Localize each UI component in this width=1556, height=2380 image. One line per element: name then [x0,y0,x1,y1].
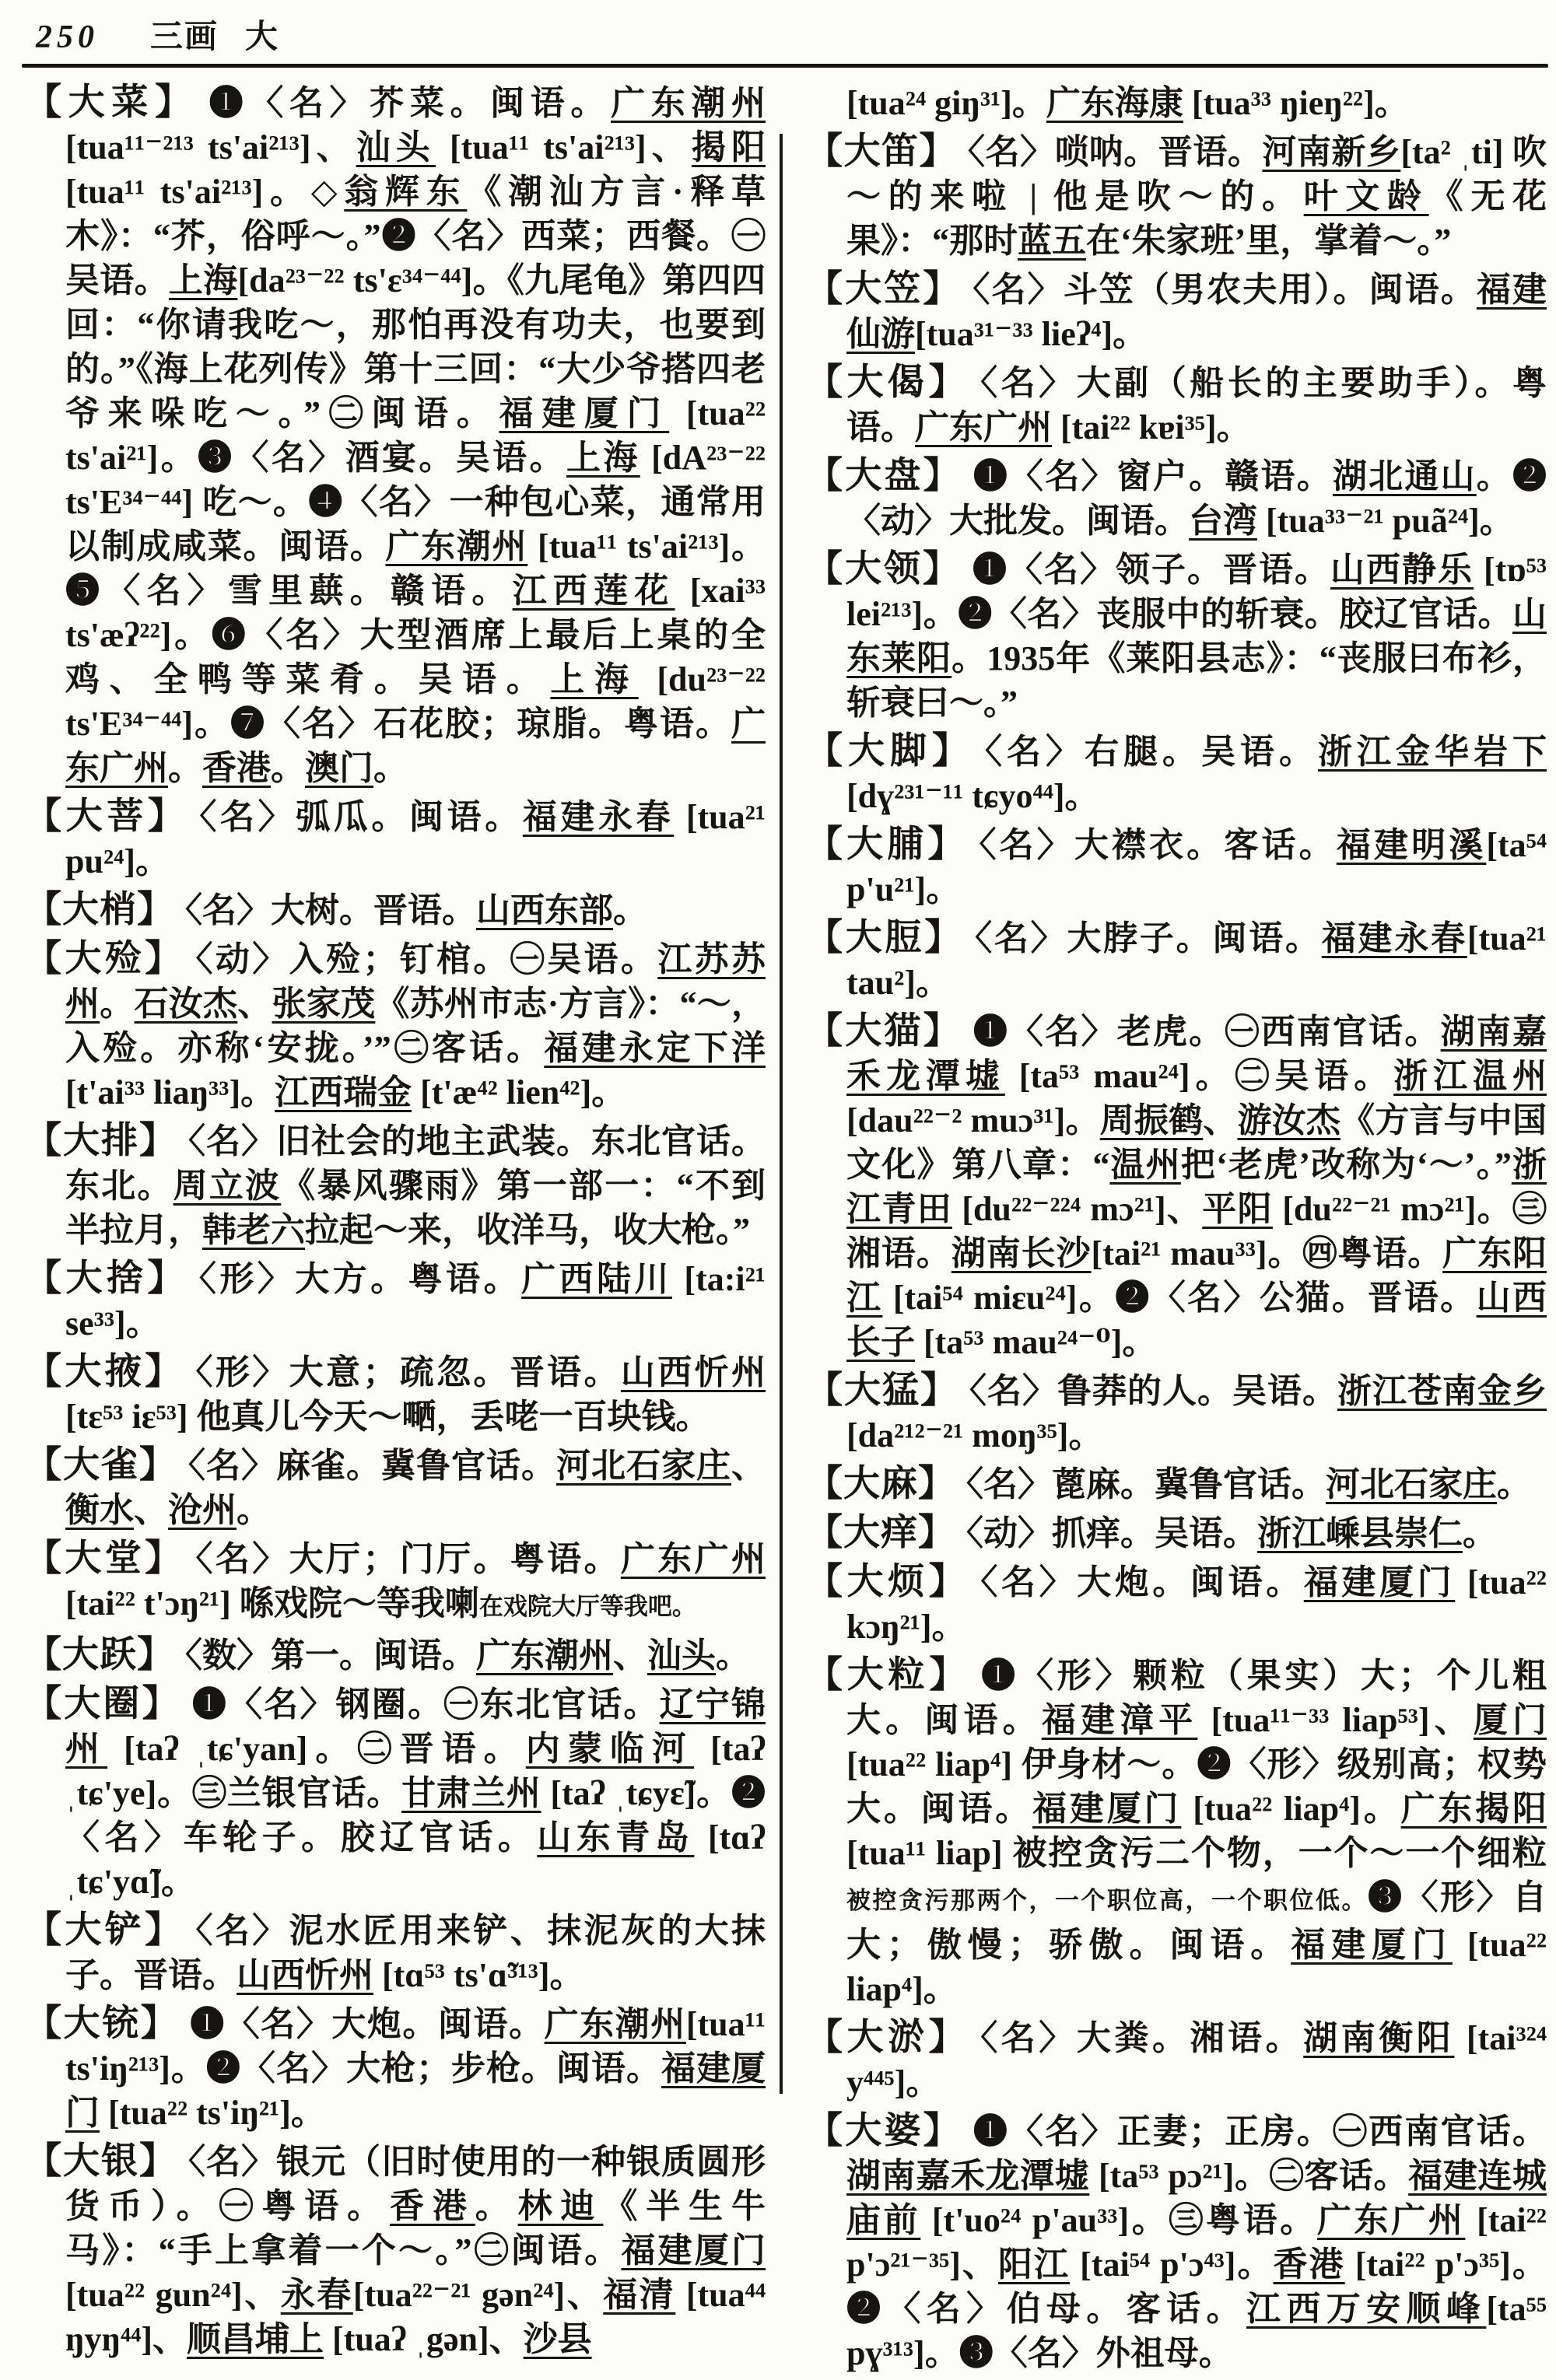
text-run: ❶〈名〉窗户。赣语。 [972,457,1333,495]
text-run: [da²¹²⁻²¹ moŋ³⁵]。 [846,1416,1103,1454]
text-run: 。 [613,891,647,929]
entry-headword: 【大排】 [25,1121,177,1161]
place-or-person-name: 广东潮州 [544,2005,686,2043]
text-run: 〈名〉蓖麻。冀鲁官话。 [966,1465,1326,1503]
entry-headword: 【大烦】 [806,1562,970,1602]
text-run: 、 [237,985,272,1023]
place-or-person-name: 山西长子 [846,1279,1547,1361]
entry-headword: 【大痒】 [806,1513,955,1553]
dict-entry [806,2109,1547,2375]
place-or-person-name: 浙江嵊县崇仁 [1257,1514,1463,1552]
entry-headword: 【大婆】 [806,2111,962,2151]
dict-entry [806,361,1547,450]
text-run: 。 [237,1491,271,1529]
text-run: [xai³³ ts'æʔ²²]。❻〈名〉大型酒席上最后上桌的全鸡、全鸭等菜肴。吴语。 [65,572,766,698]
place-or-person-name: 江西万安顺峰 [1246,2290,1487,2328]
dict-entry [806,1654,1547,2011]
text-run: [da²³⁻²² ts'ε³⁴⁻⁴⁴]。《九尾龟》第四四回：“你请我吃～，那怕再没有功夫，也要到的。”《海上花列传》第十三回：“大少爷搭四老爷来哚吃～。”㊁闽语。 [65,261,766,432]
dict-entry [806,268,1547,356]
entry-body [846,1013,1547,1361]
place-or-person-name: 山西静乐 [1330,551,1474,589]
dict-entry [25,795,766,884]
place-or-person-name: 汕头 [356,128,436,166]
entry-headword: 【大脯】 [806,824,969,865]
text-run: 〈名〉大副（船长的主要助手）。粤语。 [846,364,1547,446]
entry-headword: 【大猛】 [806,1370,958,1411]
dict-entry [806,130,1547,263]
text-run: [tua²⁴ giŋ³¹]。 [846,84,1046,122]
dict-entry [806,916,1547,1005]
text-run: [tai⁵⁴ p'ɔ⁴³]。 [1070,2245,1274,2284]
text-run: 《方言与中国文化》第八章：“ [846,1101,1547,1184]
place-or-person-name: 沧州 [168,1491,237,1529]
place-or-person-name: 山西忻州 [237,1956,373,1994]
place-or-person-name: 香港 [202,749,271,787]
text-run: [tua²² kɔŋ²¹]。 [846,1563,1547,1646]
place-or-person-name: 顺昌埔上 [186,2320,324,2358]
gloss-small: 被控贪污那两个，一个职位高，一个职位低。 [846,1887,1368,1914]
entry-headword: 【大麻】 [806,1464,955,1504]
text-run: [tai³²⁴ y⁴⁴⁵]。 [846,2019,1547,2102]
text-run: 〈形〉大方。粤语。 [198,1260,522,1298]
text-run: 。1935年《莱阳县志》：“丧服曰布衫，斩衰曰～。” [846,639,1547,722]
place-or-person-name: 上海 [550,660,639,698]
text-run: 《半生牛马》：“手上拿着一个～。”㊁闽语。 [65,2187,766,2270]
dict-entry [25,81,766,790]
place-or-person-name: 澳门 [305,749,373,787]
text-run: 〈动〉抓痒。吴语。 [966,1514,1257,1552]
text-run: [du²³⁻²² ts'E³⁴⁻⁴⁴]。❼〈名〉石花胶；琼脂。粤语。 [65,660,766,743]
dict-entry [25,1537,766,1629]
text-run: [tua¹¹ liap] 被控贪污二个物，一个～一个细粒 [846,1834,1547,1872]
text-run: [taʔ ˌtɕ'ye]。㊂兰银官话。 [65,1730,766,1812]
text-run: [tua²² gun²⁴]、 [65,2276,281,2314]
place-or-person-name: 浙江金华岩下 [1318,733,1547,771]
text-run: 〈名〉大脖子。闽语。 [975,919,1322,957]
text-run: 。 [475,2187,518,2225]
place-or-person-name: 张家茂 [272,985,376,1023]
text-run: 〈名〉大襟衣。客话。 [979,826,1337,864]
dict-entry [806,1560,1547,1649]
place-or-person-name: 周立波 [173,1167,282,1205]
text-run: [tɑʔ ˌtɕ'yɑ̃]。 [65,1818,766,1901]
entry-headword: 【大脚】 [806,731,974,772]
place-or-person-name: 平阳 [1202,1190,1273,1228]
dict-entry [806,823,1547,912]
place-or-person-name: 广东潮州 [385,527,528,565]
entry-body [966,1514,1497,1552]
entry-headword: 【大菜】 [25,82,198,123]
dict-entry [806,1369,1547,1458]
text-run: 《无花果》：“那时 [846,177,1547,260]
entry-headword: 【大掖】 [25,1352,185,1392]
dict-entry [806,454,1547,543]
text-run: ❶〈形〉颗粒（果实）大；个儿粗大。闽语。 [846,1657,1547,1739]
text-run: 、 [1203,1101,1238,1139]
place-or-person-name: 叶文龄 [1303,177,1429,215]
text-run: 。 [100,985,135,1023]
entry-headword: 【大盘】 [806,456,962,496]
page-header [36,11,279,58]
place-or-person-name: 山西东部 [476,891,613,929]
text-run: [tua²² liap⁴]。 [1181,1790,1401,1828]
place-or-person-name: 福建厦门 [499,394,670,432]
dict-entry [25,1257,766,1346]
text-run: [tua²¹ pu²⁴]。 [65,798,766,880]
entry-headword: 【大猫】 [806,1011,962,1052]
entry-headword: 【大堂】 [25,1538,185,1579]
place-or-person-name: 浙江青田 [846,1146,1547,1228]
place-or-person-name: 河南新乡 [1262,133,1401,171]
radical-title: 大 [245,19,280,55]
entry-headword: 【大菩】 [25,796,189,837]
text-run: [ta⁵⁵ pɣ³¹³]。❸〈名〉外祖母。 [846,2290,1547,2372]
text-run: [tua²²⁻²¹ gən²⁴]、 [352,2276,604,2314]
text-run: 〈名〉泥水匠用来铲、抹泥灰的大抹子。晋语。 [65,1912,766,1994]
place-or-person-name: 香港 [390,2187,475,2225]
text-run: [dA²³⁻²² ts'E³⁴⁻⁴⁴] 吃～。❹〈名〉一种包心菜，通常用以制成咸菜。闽语。 [65,439,766,565]
text-run: [ta:i²¹ se³³]。 [65,1260,766,1342]
entry-headword: 【大银】 [25,2141,177,2182]
text-run: 〈名〉鲁莽的人。吴语。 [969,1372,1337,1410]
text-run: 〈形〉大意；疏忽。晋语。 [195,1353,621,1391]
place-or-person-name: 衡水 [65,1491,134,1529]
place-or-person-name: 永春 [280,2276,353,2314]
text-run: [tai²¹ mau³³]。㊃粤语。 [1091,1234,1443,1272]
text-run: 把‘老虎’改称为‘～’。” [1180,1146,1512,1184]
text-run: 〈数〉第一。闽语。 [185,1636,476,1675]
place-or-person-name: 蓝五 [1018,222,1086,260]
place-or-person-name: 广西陆川 [521,1260,672,1298]
dict-entry [806,548,1547,725]
stroke-section-title: 三画 [150,19,219,55]
text-run: [tua³¹⁻³³ lieʔ⁴]。 [915,315,1148,353]
place-or-person-name: 湖北通山 [1332,457,1477,495]
text-run: [tai⁵⁴ miɛu²⁴]。❷〈名〉公猫。晋语。 [882,1279,1477,1317]
place-or-person-name: 广东广州 [1316,2201,1466,2239]
place-or-person-name: 福建厦门 [1032,1790,1182,1828]
text-run: [tai²² p'ɔ³⁵]。❷〈名〉伯母。客话。 [846,2245,1547,2328]
right-column [806,81,1547,2380]
column-divider [780,134,783,2094]
text-run: 〈动〉入殓；钉棺。㊀吴语。 [195,940,658,978]
dict-entry [806,1010,1547,1364]
text-run: [tɒ⁵³ lei²¹³]。❷〈名〉丧服中的斩衰。胶辽官话。 [846,551,1547,633]
text-run: 。 [1497,1465,1531,1503]
dict-entry [25,2002,766,2135]
place-or-person-name: 福建厦门 [1303,1563,1456,1601]
left-column [25,81,766,2366]
text-run: [tɛ⁵³ iɛ⁵³] 他真儿今天～嗮，丢咾一百块钱。 [65,1398,710,1436]
text-run: 、 [134,1491,168,1529]
place-or-person-name: 广东揭阳 [1400,1790,1547,1828]
place-or-person-name: 福建漳平 [1041,1701,1198,1739]
dict-entry-continuation [806,81,1547,125]
text-run: [tai²² p'ɔ²¹⁻³⁵]、 [846,2201,1547,2284]
dict-entry [25,1350,766,1439]
text-run: 。❷〈动〉大批发。闽语。 [846,457,1547,540]
text-run: [du²²⁻²¹ mɔ²¹]。㊂湘语。 [846,1190,1547,1272]
text-run: [tuaʔ ˌgən]、 [323,2320,524,2358]
dict-entry [25,1633,766,1678]
place-or-person-name: 江西瑞金 [275,1073,412,1111]
place-or-person-name: 香港 [1273,2245,1345,2284]
text-run: [t'æ⁴² lien⁴²]。 [412,1073,626,1111]
text-run: ❶〈名〉大炮。闽语。 [190,2005,545,2043]
text-run: [ta⁵⁴ p'u²¹]。 [846,826,1547,908]
entry-headword: 【大铳】 [25,2004,180,2044]
text-run: 、 [731,1447,766,1485]
text-run: 〈名〉唢呐。晋语。 [967,133,1263,171]
place-or-person-name: 游汝杰 [1237,1101,1341,1139]
entry-headword: 【大捨】 [25,1258,188,1299]
entry-body [846,2112,1547,2372]
text-run: [tua¹¹ ts'ai²¹³]。◇ [65,173,345,211]
text-run: ❶〈名〉领子。晋语。 [972,551,1331,589]
entry-headword: 【大偈】 [806,362,970,403]
text-run: ❶〈名〉正妻；正房。㊀西南官话。 [972,2112,1547,2151]
place-or-person-name: 广东广州 [915,408,1052,446]
entry-headword: 【大圈】 [25,1684,181,1724]
place-or-person-name: 韩老六 [202,1211,305,1249]
dict-entry [25,888,766,933]
entry-body [185,1636,750,1675]
text-run: 〈名〉弧瓜。闽语。 [199,798,523,836]
entry-body [185,891,647,929]
place-or-person-name: 浙江温州 [1393,1057,1547,1095]
text-run: [t'uo²⁴ p'au³³]。㊂粤语。 [920,2201,1317,2239]
place-or-person-name: 林迪 [517,2187,604,2225]
dict-entry [25,2140,766,2361]
text-run: [du²²⁻²²⁴ mɔ²¹]、 [951,1190,1203,1228]
place-or-person-name: 揭阳 [691,128,766,166]
text-run: 〈名〉大厅；门厅。粤语。 [195,1540,621,1578]
text-run: [dɣ²³¹⁻¹¹ tɕyo⁴⁴]。 [846,777,1099,815]
text-run: [ta⁵³ mau²⁴]。㊁吴语。 [1004,1057,1394,1095]
dict-entry [806,2016,1547,2105]
text-run: [taʔ ˌtɕyɛ̃]。❷〈名〉车轮子。胶辽官话。 [65,1774,766,1857]
place-or-person-name: 江西莲花 [512,572,675,610]
entry-headword: 【大雀】 [25,1445,177,1486]
text-run: 。 [1463,1514,1497,1552]
dict-entry [25,1682,766,1904]
text-run: ❶〈名〉芥菜。闽语。 [209,84,612,122]
text-run: 《苏州市志·方言》：“～，入殓。亦称‘安拢。’”㊁客话。 [65,985,766,1067]
text-run: [tai²² kɐi³⁵]。 [1052,408,1251,446]
text-run: [tɑ⁵³ ts'ɑ̃³¹³]。 [373,1956,584,1994]
text-run: [tua³³⁻²¹ puã²⁴]。 [1257,502,1514,540]
dict-entry [806,1462,1547,1507]
entry-body [966,1465,1531,1503]
text-run: [tua²² ts'iŋ²¹]。 [100,2094,325,2132]
place-or-person-name: 山东青岛 [537,1818,695,1857]
place-or-person-name: 湖南嘉禾龙潭墟 [846,1013,1547,1095]
entry-headword: 【大殓】 [25,939,185,979]
place-or-person-name: 辽宁锦州 [65,1685,766,1768]
place-or-person-name: 福建仙游 [846,271,1547,353]
text-run: [tua²² ts'ai²¹]。❸〈名〉酒宴。吴语。 [65,394,766,477]
place-or-person-name: 翁辉东 [344,173,468,211]
text-run: [tua²² liap⁴] 伊身材～。❷〈形〉级别高；权势大。闽语。 [846,1745,1547,1828]
text-run: [tua⁴⁴ ŋyŋ⁴⁴]、 [65,2276,766,2358]
place-or-person-name: 周振鹤 [1099,1101,1204,1139]
place-or-person-name: 厦门 [1473,1701,1547,1739]
text-run: [ta⁵³ mau²⁴⁻⁰]。 [915,1323,1157,1361]
place-or-person-name: 汕头 [647,1636,716,1675]
text-run: 〈名〉银元（旧时使用的一种银质圆形货币）。㊀粤语。 [65,2143,766,2225]
text-run: [t'ai³³ liaŋ³³]。 [65,1073,275,1111]
text-run: 〈名〉旧社会的地主武装。东北官话。东北。 [65,1122,766,1205]
entry-headword: 【大笠】 [806,269,962,310]
place-or-person-name: 福建明溪 [1336,826,1487,864]
place-or-person-name: 上海 [168,261,238,299]
text-run: 〈名〉麻雀。冀鲁官话。 [188,1447,556,1485]
place-or-person-name: 上海 [566,439,640,477]
dict-entry [25,1444,766,1532]
entry-headword: 【大铲】 [25,1910,185,1951]
text-run: [tua¹¹ ts'ai²¹³]、 [435,128,692,166]
text-run: 在‘朱家班’里，掌着～。” [1086,222,1452,260]
entry-body [846,1657,1547,2008]
text-run: [tai²² t'ɔŋ²¹] 喺戏院～等我喇 [65,1584,479,1622]
place-or-person-name: 广东海康 [1046,84,1183,122]
text-run: [tua¹¹ ts'iŋ²¹³]。❷〈名〉大枪；步枪。闽语。 [65,2005,766,2088]
place-or-person-name: 石汝杰 [134,985,238,1023]
text-run: [tua¹¹ ts'ai²¹³]。❺〈名〉雪里蕻。赣语。 [65,527,766,610]
dict-entry [25,1119,766,1252]
text-run: 。 [271,749,305,787]
place-or-person-name: 福建永春 [1321,919,1467,957]
place-or-person-name: 山西忻州 [620,1353,766,1391]
text-run: [tua¹¹⁻³³ liap⁵³]、 [1197,1701,1474,1739]
dict-entry [806,730,1547,818]
place-or-person-name: 江苏苏州 [65,940,766,1023]
text-run: 。 [716,1636,750,1675]
place-or-person-name: 广东广州 [620,1540,766,1578]
place-or-person-name: 广东潮州 [476,1636,613,1675]
place-or-person-name: 温州 [1109,1146,1181,1184]
dict-entry [25,937,766,1115]
text-run: 。 [373,749,408,787]
text-run: [taʔ ˌtɕ'yan]。㊁晋语。 [107,1730,526,1768]
entry-body [65,84,766,787]
entry-headword: 【大粒】 [806,1655,971,1696]
text-run: ❸〈形〉自大；傲慢；骄傲。闽语。 [846,1878,1547,1964]
text-run: ❶〈名〉钢圈。㊀东北官话。 [191,1685,660,1724]
place-or-person-name: 台湾 [1189,502,1257,540]
page-number: 250 [36,19,99,55]
place-or-person-name: 山东莱阳 [846,595,1547,677]
text-run: 《暴风骤雨》第一部一：“不到半拉月， [65,1167,766,1249]
dict-entry [25,1909,766,1997]
place-or-person-name: 湖南嘉禾龙潭墟 [846,2157,1090,2195]
text-run: [tua¹¹⁻²¹³ ts'ai²¹³]、 [65,128,356,166]
text-run: 拉起～来，收洋马，收大枪。” [305,1211,750,1249]
place-or-person-name: 湖南长沙 [951,1234,1092,1272]
entry-headword: 【大脰】 [806,918,965,958]
text-run: [ta² ˌti] 吹～的来啦 | 他是吹～的。 [846,133,1547,215]
text-run: 〈名〉大炮。闽语。 [980,1563,1304,1601]
text-run: [ta⁵³ pɔ²¹]。㊁客话。 [1089,2157,1409,2195]
place-or-person-name: 河北石家庄 [1326,1465,1497,1503]
place-or-person-name: 浙江苍南金乡 [1337,1372,1547,1410]
text-run: 《潮汕方言·释草木》：“芥，俗呼～。”❷〈名〉西菜；西餐。㊀吴语。 [65,173,766,299]
place-or-person-name: 阳江 [998,2245,1071,2284]
dict-entry [806,1511,1547,1556]
place-or-person-name: 沙县 [523,2320,592,2358]
entry-headword: 【大跃】 [25,1635,174,1675]
entry-headword: 【大领】 [806,549,962,590]
place-or-person-name: 福建厦门 [621,2231,766,2270]
place-or-person-name: 福建厦门 [65,2049,766,2132]
place-or-person-name: 甘肃兰州 [401,1774,541,1812]
place-or-person-name: 湖南衡阳 [1303,2019,1455,2057]
text-run: [tua²¹ tau²]。 [846,919,1547,1002]
place-or-person-name: 广东广州 [65,705,766,787]
place-or-person-name: 福清 [603,2276,676,2314]
text-run: [tua³³ ŋieŋ²²]。 [1183,84,1409,122]
place-or-person-name: 福建连城庙前 [846,2157,1547,2239]
place-or-person-name: 广东潮州 [611,84,766,122]
place-or-person-name: 内蒙临河 [525,1730,695,1768]
place-or-person-name: 福建厦门 [1291,1926,1453,1964]
entry-headword: 【大笛】 [806,131,957,172]
gloss-small: 在戏院大厅等我吧。 [478,1593,696,1620]
place-or-person-name: 广东阳江 [846,1234,1547,1317]
text-run: 。 [168,749,202,787]
header-rule [22,64,1548,68]
place-or-person-name: 福建永定下洋 [544,1029,766,1067]
place-or-person-name: 河北石家庄 [556,1447,731,1485]
entry-headword: 【大梢】 [25,890,174,930]
text-run: [dau²²⁻² muɔ³¹]。 [846,1101,1100,1139]
text-run: [tua²² liap⁴]。 [846,1926,1547,2008]
text-run: ❶〈名〉老虎。㊀西南官话。 [972,1013,1441,1051]
text-run: 、 [613,1636,647,1675]
text-run: 〈名〉斗笠（男农夫用）。闽语。 [972,271,1477,309]
text-run: 〈名〉大粪。湘语。 [980,2019,1304,2057]
place-or-person-name: 福建永春 [522,798,675,836]
text-run: 〈名〉右腿。吴语。 [985,733,1318,771]
entry-headword: 【大淤】 [806,2018,970,2058]
text-run: 〈名〉大树。晋语。 [185,891,476,929]
